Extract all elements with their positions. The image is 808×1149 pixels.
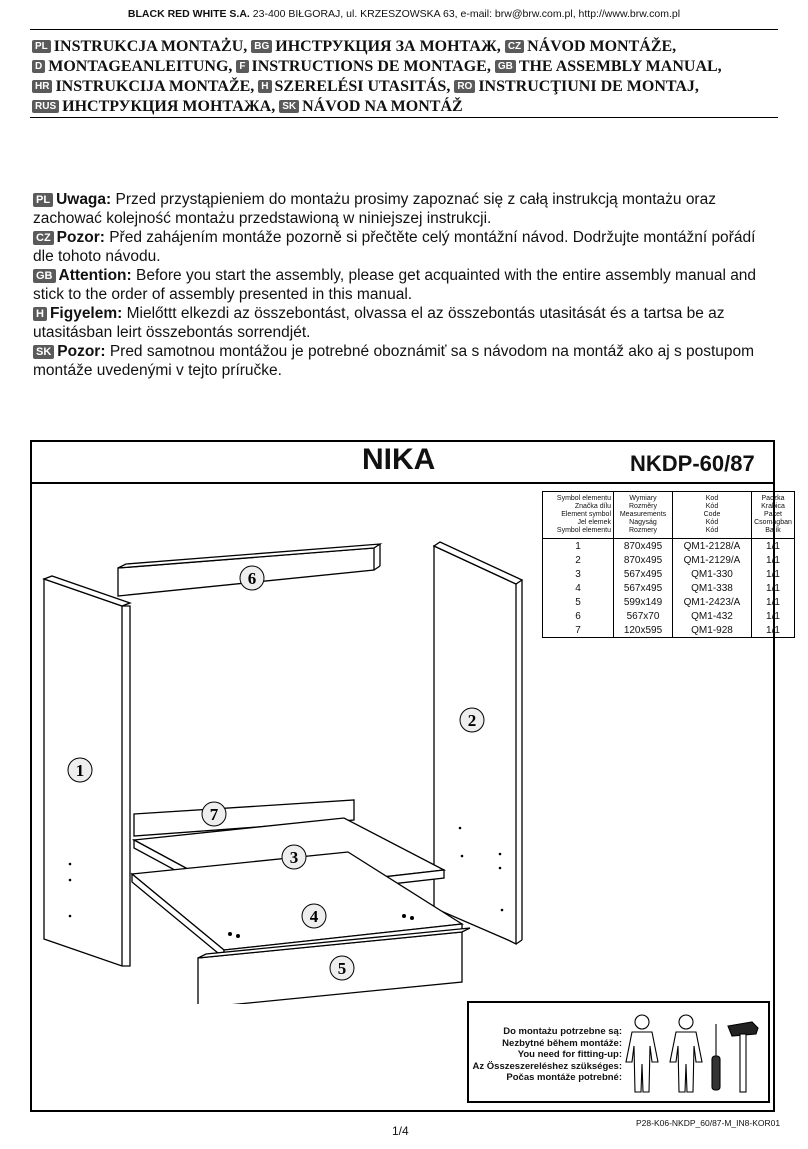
manual-title-text: THE ASSEMBLY MANUAL, [518,58,722,75]
language-tag: BG [251,40,272,53]
note-label: Figyelem: [49,305,123,322]
note-pl [33,190,778,228]
manual-title-text: SZERELÉSI UTASITÁS, [274,78,451,95]
parts-table-cell: 3 [543,567,614,581]
language-tag: GB [33,269,56,283]
part-label-6 [240,566,264,590]
note-text: Przed przystąpieniem do montażu prosimy zapoznać się z całą instrukcją montażu oraz zachować kolejność montażu przedstawioną w niniejszej instrukcji. [33,191,716,227]
manual-title-text: INSTRUCŢIUNI DE MONTAJ, [478,78,699,95]
tools-line: You need for fitting-up: [517,1049,622,1060]
product-name: NIKA [362,443,436,476]
manual-title-text: INSTRUCTIONS DE MONTAGE, [251,58,491,75]
language-tag: D [32,60,45,73]
parts-table-cell: 120x595 [614,623,673,638]
language-tag: SK [33,345,54,359]
parts-table-cell: QM1-2423/A [673,595,752,609]
parts-table-cell: 1/1 [752,553,795,567]
language-tag: CZ [505,40,524,53]
note-label: Pozor: [57,343,106,360]
parts-table-cell: 567x495 [614,581,673,595]
parts-table-cell: 1 [543,539,614,554]
note-gb [33,266,778,304]
manual-title-text: INSTRUKCJA MONTAŻU, [53,38,248,55]
language-tag: GB [495,60,516,73]
part-label-1 [68,758,92,782]
language-tag: F [236,60,248,73]
tools-line: Počas montáže potrebné: [506,1072,622,1083]
person-icon [670,1015,702,1092]
parts-table-cell: 1/1 [752,595,795,609]
tools-icons [622,1012,766,1096]
language-tag: PL [32,40,51,53]
tools-line: Do montażu potrzebne są: [503,1026,622,1037]
page-number: 1/4 [392,1124,409,1138]
document-code: P28-K06-NKDP_60/87-M_IN8-KOR01 [636,1118,781,1128]
svg-text:5: 5 [337,959,347,978]
part-label-4 [302,904,326,928]
product-code: NKDP-60/87 [630,451,755,476]
parts-table-cell: 870x495 [614,553,673,567]
manual-title-f [236,58,490,75]
svg-text:4: 4 [309,907,319,926]
part-label-2 [460,708,484,732]
manual-title-text: INSTRUKCIJA MONTAŽE, [55,78,255,95]
header-rule [30,29,778,30]
parts-table-cell: 5 [543,595,614,609]
manual-title-h [258,78,450,95]
note-label: Uwaga: [56,191,112,208]
language-tag: CZ [33,231,54,245]
parts-table-cell: 599x149 [614,595,673,609]
svg-text:3: 3 [289,848,299,867]
manual-title-text: NÁVOD NA MONTÁŽ [302,98,463,115]
company-address: 23-400 BIŁGORAJ, ul. KRZESZOWSKA 63, e-mail: brw@brw.com.pl, http://www.brw.com.pl [252,8,681,20]
svg-text:6: 6 [247,569,257,588]
part-label-7 [202,802,226,826]
language-tag: HR [32,80,52,93]
note-text: Before you start the assembly, please get acquainted with the entire assembly manual and stick to the order of assembly presented in this manual. [33,267,757,303]
parts-table-cell: QM1-338 [673,581,752,595]
parts-table-cell: QM1-432 [673,609,752,623]
svg-text:1: 1 [75,761,85,780]
language-tag: SK [279,100,299,113]
parts-table-cell: 567x495 [614,567,673,581]
part-label-3 [282,845,306,869]
language-tag: PL [33,193,53,207]
tools-needed-text [470,1026,622,1084]
manual-title-text: ИНСТРУКЦИЯ МОНТАЖА, [62,98,276,115]
parts-table-cell: 4 [543,581,614,595]
assembly-notes [33,190,778,380]
parts-table-cell: 2 [543,553,614,567]
titles-rule [30,117,778,118]
svg-text:7: 7 [209,805,219,824]
panel-2-right-side [434,542,522,944]
company-header [0,8,808,20]
manual-title-pl [32,38,247,55]
parts-table-header: Symbol elementu Značka dílu Element symbol Jel elemek Symbol elementu [543,492,614,539]
manual-title-text: MONTAGEANLEITUNG, [48,58,233,75]
note-h [33,304,778,342]
parts-table-cell: 6 [543,609,614,623]
manual-title-ro [454,78,699,95]
parts-table-cell: 1/1 [752,581,795,595]
manual-title-sk [279,98,462,115]
parts-table-cell: QM1-928 [673,623,752,638]
language-tag: RO [454,80,475,93]
manual-title-gb [495,58,722,75]
parts-table-cell: 7 [543,623,614,638]
note-label: Attention: [58,267,132,284]
parts-table-cell: 1/1 [752,539,795,554]
manual-title-d [32,58,232,75]
svg-text:2: 2 [467,711,477,730]
parts-table-cell: QM1-2129/A [673,553,752,567]
parts-table-cell: 1/1 [752,567,795,581]
note-text: Pred samotnou montážou je potrebné oboznámiť sa s návodom na montáž ako aj s postupom montáže uvedenými v tejto príručke. [33,343,755,379]
tools-line: Nezbytné během montáže: [502,1037,622,1049]
note-text: Před zahájením montáže pozorně si přečtěte celý montážní návod. Dodržujte montážní pořádí dle tohoto návodu. [33,229,756,265]
tools-line: Az Összeszereléshez szükséges: [472,1060,622,1072]
parts-table-cell: QM1-2128/A [673,539,752,554]
note-cz [33,228,778,266]
parts-table-header: Wymiary Rozměry Measurements Nagyság Rozmery [614,492,673,539]
manual-title-text: NÁVOD MONTÁŽE, [527,38,677,55]
note-sk [33,342,778,380]
parts-table-cell: 567x70 [614,609,673,623]
note-text: Mielőttt elkezdi az összebontást, olvassa el az összebontás utasitását és a tartsa be az utasitásban leirt összebontás sorrendjét. [33,305,725,341]
screwdriver-icon [712,1024,720,1090]
cabinet-exploded-drawing [30,484,775,1004]
parts-table-cell: 1/1 [752,623,795,638]
company-name: BLACK RED WHITE S.A. [127,8,250,20]
manual-title-bg [251,38,501,55]
hammer-icon [728,1022,758,1092]
parts-table-cell: QM1-330 [673,567,752,581]
parts-table-header: Paczka Krabica Paket Csomagban Balík [752,492,795,539]
note-label: Pozor: [56,229,105,246]
parts-table-header: Kod Kód Code Kód Kód [673,492,752,539]
manual-title-hr [32,78,254,95]
part-label-5 [330,956,354,980]
language-tag: RUS [32,100,59,113]
manual-title-text: ИНСТРУКЦИЯ ЗА МОНТАЖ, [275,38,501,55]
manual-titles [32,37,782,117]
person-icon [626,1015,658,1092]
language-tag: H [258,80,271,93]
manual-title-cz [505,38,676,55]
language-tag: H [33,307,47,321]
parts-table-cell: 870x495 [614,539,673,554]
manual-title-rus [32,98,275,115]
parts-table-cell: 1/1 [752,609,795,623]
